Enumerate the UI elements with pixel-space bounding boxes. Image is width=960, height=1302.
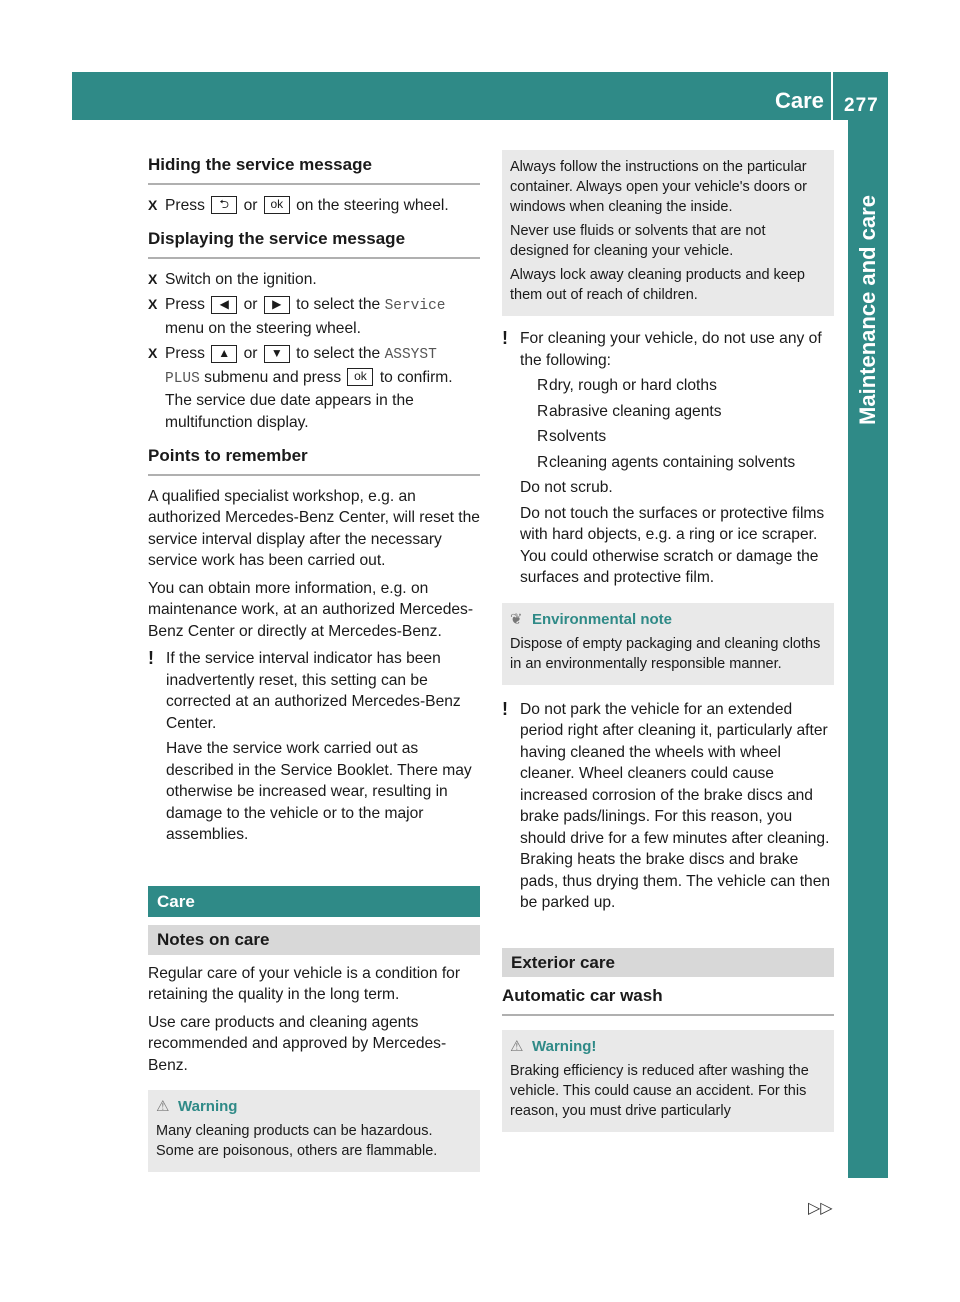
heading-displaying-service-message: Displaying the service message	[148, 228, 480, 259]
exclamation-icon: !	[502, 328, 508, 348]
warning-box: ⚠ Warning! Braking efficiency is reduced after washing the vehicle. This could cause an accident. For this reason, you must drive particularly	[502, 1030, 834, 1132]
right-column	[502, 148, 834, 1140]
warning-triangle-icon: ⚠	[510, 1037, 524, 1055]
caution-note: ! If the service interval indicator has been inadvertently reset, this setting can be corrected at an authorized Mercedes-Benz Center. Have the service work carried out as described in the Service Booklet. There may otherwise be increased wear, resulting in damage to the vehicle or to the major assemblies.	[148, 648, 472, 843]
list-item: Rcleaning agents containing solvents	[537, 453, 796, 471]
header-separator	[831, 72, 833, 120]
instruction-step: X Press ⮌ or ok on the steering wheel.	[148, 195, 480, 217]
section-heading-care: Care	[148, 886, 480, 918]
page-number: 277	[844, 95, 879, 116]
chapter-label	[848, 120, 888, 500]
header-bar	[72, 72, 888, 120]
exclamation-icon: !	[502, 698, 508, 719]
leaf-icon: ❦	[510, 610, 523, 628]
paragraph: You can obtain more information, e.g. on maintenance work, at an authorized Mercedes-Benz Center or directly at Mercedes-Benz.	[148, 579, 474, 640]
instruction-step: X Press ▲ or ▼ to select the ASSYST PLUS submenu and press ok to confirm. The service due date appears in the multifunction display.	[148, 343, 480, 433]
ok-key-icon: ok	[347, 368, 373, 386]
warning-triangle-icon: ⚠	[156, 1098, 170, 1115]
warning-continued-box: Always follow the instructions on the particular container. Always open your vehicle's doors or windows when cleaning the inside. Never use fluids or solvents that are not designed for cleaning your vehicle. Always lock away cleaning products and keep them out of reach of children.	[502, 150, 834, 316]
up-arrow-key-icon: ▲	[211, 345, 237, 363]
instruction-step: X Press ◀ or ▶ to select the Service menu on the steering wheel.	[148, 294, 480, 339]
header-section-title: Care	[775, 88, 824, 113]
left-column	[148, 148, 480, 1180]
back-key-icon: ⮌	[211, 196, 237, 214]
exclamation-icon: !	[148, 648, 154, 668]
subsection-heading-exterior-care: Exterior care	[502, 948, 834, 978]
heading-hiding-service-message: Hiding the service message	[148, 154, 480, 185]
list-item: Rdry, rough or hard cloths	[537, 377, 717, 394]
chapter-label-text: Maintenance and care	[855, 195, 880, 425]
heading-automatic-car-wash: Automatic car wash	[502, 985, 834, 1016]
caution-note: ! Do not park the vehicle for an extended period right after cleaning it, particularly after having cleaned the wheels with wheel cleaner. Wheel cleaners could cause increased corrosion of the brake discs and brake pads/linings. For this reason, you should drive for a few minutes after cleaning. Braking heats the brake discs and brake pads, thus drying them. The vehicle can then be parked up.	[502, 698, 831, 911]
right-arrow-key-icon: ▶	[264, 296, 290, 314]
thumb-tab	[848, 1138, 888, 1178]
continued-arrows-icon: ▷▷	[808, 1200, 833, 1217]
paragraph: Use care products and cleaning agents recommended and approved by Mercedes-Benz.	[148, 1013, 447, 1074]
warning-box: ⚠ Warning Many cleaning products can be hazardous. Some are poisonous, others are flammable.	[148, 1090, 480, 1172]
ok-key-icon: ok	[264, 196, 290, 214]
paragraph: A qualified specialist workshop, e.g. an authorized Mercedes-Benz Center, will reset the service interval display after the necessary service work has been carried out.	[148, 487, 480, 569]
environmental-note-box: ❦ Environmental note Dispose of empty packaging and cleaning cloths in an environmentally responsible manner.	[502, 603, 834, 685]
left-arrow-key-icon: ◀	[211, 296, 237, 314]
heading-points-to-remember: Points to remember	[148, 445, 480, 476]
down-arrow-key-icon: ▼	[264, 345, 290, 363]
paragraph: Regular care of your vehicle is a condition for retaining the quality in the long term.	[148, 964, 461, 1003]
instruction-step: X Switch on the ignition.	[148, 269, 480, 291]
list-item: Rabrasive cleaning agents	[537, 402, 722, 420]
subsection-heading-notes-on-care: Notes on care	[148, 925, 480, 955]
caution-note: ! For cleaning your vehicle, do not use any of the following: Rdry, rough or hard cloths Rabrasive cleaning agents Rsolvents Rcleaning agents containing solvents Do not scrub. Do not touch the surfaces or protective films with hard objects, e.g. a ring or ice scraper. You could otherwise scratch or damage the surfaces and protective film.	[502, 328, 834, 589]
list-item: Rsolvents	[537, 428, 607, 445]
